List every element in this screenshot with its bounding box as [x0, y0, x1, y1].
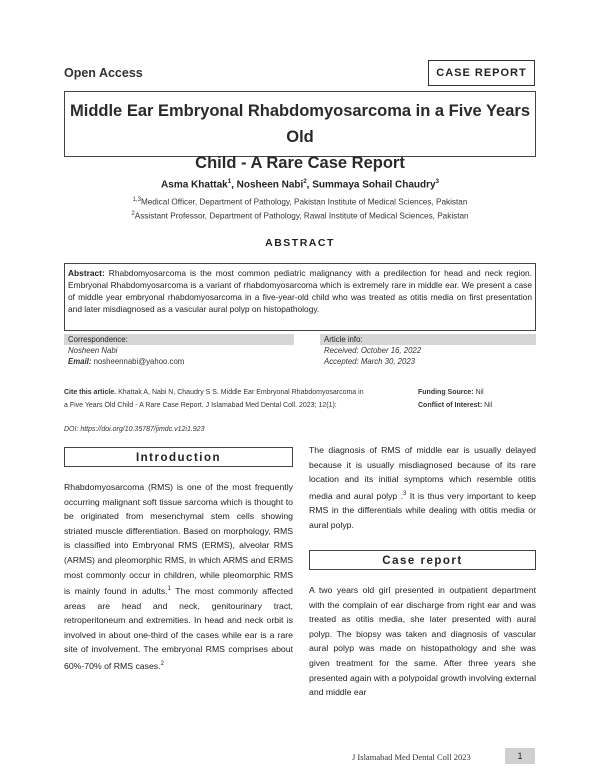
right-p1: The diagnosis of RMS of middle ear is usually delayed because it is usually misdiagnosed because of its rare location and its initial symptoms which resemble otitis media and aural polyp . — [309, 445, 536, 501]
author-2-sup: 2 — [303, 179, 307, 185]
funding-block — [418, 386, 492, 412]
abstract-box — [64, 263, 536, 331]
author-3: Summaya Sohail Chaudry — [312, 179, 436, 191]
article-info-row — [64, 334, 536, 370]
right-ref-3: 3 — [403, 490, 407, 497]
correspondence-name: Nosheen Nabi — [68, 346, 118, 355]
author-list — [64, 179, 536, 190]
open-access-label: Open Access — [64, 66, 143, 80]
funding-value: Nil — [475, 389, 484, 396]
author-separator: , — [231, 179, 237, 191]
article-info-block — [320, 334, 536, 367]
received-date: Received: October 16, 2022 — [324, 346, 422, 355]
accepted-date: Accepted: March 30, 2023 — [324, 357, 416, 366]
correspondence-heading: Correspondence: — [64, 334, 294, 345]
affiliation-2 — [64, 211, 536, 221]
funding-label: Funding Source: — [418, 389, 474, 396]
case-report-heading: Case report — [309, 550, 536, 570]
author-2: Nosheen Nabi — [236, 179, 304, 191]
citation-text-1: Khattak A, Nabi N, Chaudry S S. Middle Ear Embryonal Rhabdomyosarcoma in — [118, 389, 364, 396]
affiliation-2-sup: 2 — [131, 211, 135, 217]
right-col-paragraph — [309, 443, 536, 532]
footer-journal: J Islamabad Med Dental Coll 2023 — [352, 752, 471, 762]
correspondence-email[interactable]: nosheennabi@yahoo.com — [93, 357, 185, 366]
title-line-2: Child - A Rare Case Report — [195, 154, 405, 172]
author-1: Asma Khattak — [161, 179, 228, 191]
author-3-sup: 3 — [435, 179, 439, 185]
conflict-label: Conflict of Interest: — [418, 402, 483, 409]
citation-block — [64, 386, 409, 412]
intro-ref-2: 2 — [160, 661, 164, 668]
article-info-heading: Article info: — [320, 334, 536, 345]
abstract-text: Rhabdomyosarcoma is the most common pediatric malignancy with a predilection for head and neck region. Embryonal Rhabdomyosarcoma is a variant of rhabdomyosarcoma which is extremely rare in middle ear. We present a case of middle year embryonal rhabdomyosarcoma in a five-year-old child who was treated as otitis media on first presentation and later misdiagnosed as a vascular aural polyp on histopathology. — [68, 268, 532, 314]
introduction-text — [64, 480, 293, 674]
article-type-badge: CASE REPORT — [428, 60, 535, 86]
intro-ref-1: 1 — [167, 586, 171, 593]
title-line-1: Middle Ear Embryonal Rhabdomyosarcoma in a Five Years Old — [69, 102, 531, 146]
doi-link[interactable]: DOI: https://doi.org/10.35787/jimdc.v12i1.923 — [64, 426, 205, 433]
author-1-sup: 1 — [227, 179, 232, 185]
right-p1b: It is thus very important to keep RMS in the differentials while dealing with otitis media or aural polyp. — [309, 490, 536, 530]
abstract-heading: ABSTRACT — [265, 237, 335, 249]
correspondence-email-line — [64, 356, 294, 367]
intro-p1: Rhabdomyosarcoma (RMS) is one of the most frequently occurring malignant soft tissue sarcoma which is thought to be originated from mesenchymal stem cells showing striated muscle differentiation. Based on morphology, RMS is classified into Embryonal RMS (ERMS), alveolar RMS (ARMS) and pleomorphic RMS, in which ARMS and ERMS most commonly occur in children, while pleomorphic RMS is mainly found in adults. — [64, 482, 293, 597]
author-separator: , — [306, 179, 313, 191]
introduction-heading: Introduction — [64, 447, 293, 467]
case-report-text: A two years old girl presented in outpatient department with the complain of ear discharge from right ear and was treated as otitis media, she later presented with aural polyp. The biopsy was taken and diagnosis of vascular aural polyp was made on histopathology and she was given treatment for the same. After three years she presented again with a polypoidal growth involving external and middle ear — [309, 585, 536, 698]
article-title — [64, 91, 536, 172]
affiliation-2-text: Assistant Professor, Department of Pathology, Rawal Institute of Medical Sciences, Pakistan — [134, 211, 469, 221]
correspondence-block — [64, 334, 294, 367]
conflict-line — [418, 399, 492, 412]
citation-line-2: a Five Years Old Child - A Rare Case Report. J Islamabad Med Dental Coll. 2023; 12(1): — [64, 402, 337, 409]
affiliation-1-sup: 1,3 — [132, 197, 141, 203]
intro-p1b: The most commonly affected areas are head and neck, genitourinary tract, retroperitoneum and extremities. In head and neck orbit is involved in about one-third of the cases while ear is a rare site of involvement. The embryonal RMS comprises about 60%-70% of RMS cases. — [64, 586, 293, 671]
page-number: 1 — [505, 748, 535, 764]
abstract-label: Abstract: — [68, 268, 105, 278]
affiliation-1-text: Medical Officer, Department of Pathology, Pakistan Institute of Medical Sciences, Pakistan — [140, 197, 468, 207]
affiliation-1 — [64, 197, 536, 207]
conflict-value: Nil — [484, 402, 493, 409]
citation-line-1 — [64, 386, 409, 399]
funding-line — [418, 386, 492, 399]
cite-label: Cite this article. — [64, 389, 117, 396]
email-label: Email: — [68, 357, 92, 366]
